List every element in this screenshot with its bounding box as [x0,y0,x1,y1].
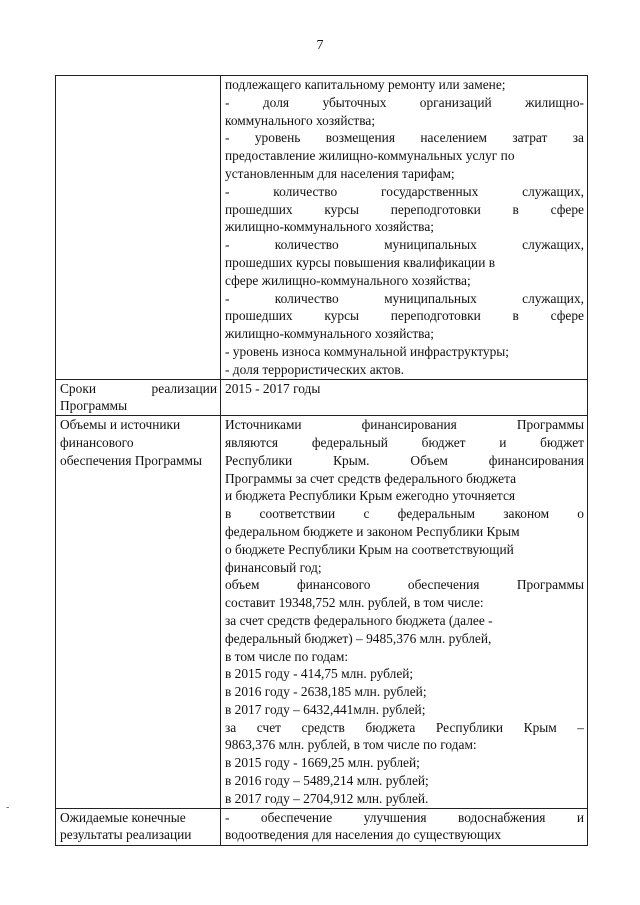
program-passport-table [55,75,588,846]
cell-text-line: в 2017 году – 6432,441млн. рублей; [225,701,426,717]
row-label-cell [56,379,221,416]
cell-text-line: - количество муниципальных служащих, [225,237,584,253]
cell-text-line: 9863,376 млн. рублей, в том числе по годам: [225,737,477,753]
cell-text-line: прошедших курсы переподготовки в сфере [225,201,584,217]
cell-text-line: федеральном бюджете и законом Республики Крым [225,523,520,539]
cell-text-line: подлежащего капитальному ремонту или замене; [225,77,506,92]
term-cell [221,379,588,416]
table-row [56,808,588,845]
cell-text-line: о бюджете Республики Крым на соответствующий [225,541,514,557]
cell-text-line: жилищно-коммунального хозяйства; [225,219,434,235]
margin-mark: - [6,802,10,813]
cell-text-line: Объемы и источники [60,417,181,433]
financing-cell [221,416,588,809]
cell-text-line: финансового [60,434,134,450]
cell-text-line: за счет средств федерального бюджета (далее - [225,612,493,628]
table-row [56,379,588,416]
cell-text-line: составит 19348,752 млн. рублей, в том числе: [225,595,484,611]
cell-text-line: - уровень возмещения населением затрат за [225,130,584,146]
indicators-cell [221,76,588,380]
cell-text-line: Программы [60,398,128,414]
row-label-cell [56,416,221,809]
cell-text-line: в 2016 году - 2638,185 млн. рублей; [225,684,427,700]
cell-text-line: результаты реализации [60,827,192,843]
row-label-cell [56,808,221,845]
cell-text-line: - количество государственных служащих, [225,183,584,199]
cell-text-line: Программы за счет средств федерального бюджета [225,470,517,486]
cell-text-line: установленным для населения тарифам; [225,165,455,181]
page-number: 7 [316,38,324,53]
cell-text-line: являются федеральный бюджет и бюджет [225,434,584,450]
cell-text-line: сфере жилищно-коммунального хозяйства; [225,272,471,288]
cell-text-line: финансовый год; [225,559,322,575]
cell-text-line: объем финансового обеспечения Программы [225,577,584,593]
row-label-cell [56,76,221,380]
table-row [56,76,588,380]
cell-text-line: жилищно-коммунального хозяйства; [225,326,434,342]
cell-text-line: Республики Крым. Объем финансирования [225,452,584,468]
cell-text-line: в 2015 году - 1669,25 млн. рублей; [225,755,420,771]
cell-text-line: в 2016 году – 5489,214 млн. рублей; [225,773,429,789]
cell-text-line: в том числе по годам: [225,648,349,664]
cell-text-line: 2015 - 2017 годы [225,380,321,396]
cell-text-line: предоставление жилищно-коммунальных услуг по [225,148,515,164]
cell-text-line: за счет средств бюджета Республики Крым – [225,719,584,735]
cell-text-line: - количество муниципальных служащих, [225,290,584,306]
cell-text-line: - доля террористических актов. [225,361,405,377]
table-row [56,416,588,809]
cell-text-line: прошедших курсы повышения квалификации в [225,254,496,270]
cell-text-line: в 2017 году – 2704,912 млн. рублей. [225,790,429,806]
cell-text-line: - доля убыточных организаций жилищно- [225,94,584,110]
cell-text-line: Сроки реализации [60,380,217,396]
cell-text-line: - уровень износа коммунальной инфраструктуры; [225,343,509,359]
expected-results-cell [221,808,588,845]
cell-text-line: в соответствии с федеральным законом о [225,506,584,522]
cell-text-line: - обеспечение улучшения водоснабжения и [225,809,584,825]
cell-text-line: водоотведения для населения до существующих [225,827,502,843]
cell-text-line: обеспечения Программы [60,452,202,468]
cell-text-line: Ожидаемые конечные [60,809,186,825]
cell-text-line: коммунального хозяйства; [225,112,376,128]
cell-text-line: федеральный бюджет) – 9485,376 млн. рублей, [225,630,492,646]
cell-text-line: в 2015 году - 414,75 млн. рублей; [225,666,414,682]
cell-text-line: прошедших курсы переподготовки в сфере [225,308,584,324]
cell-text-line: Источниками финансирования Программы [225,417,584,433]
cell-text-line: и бюджета Республики Крым ежегодно уточняется [225,488,516,504]
